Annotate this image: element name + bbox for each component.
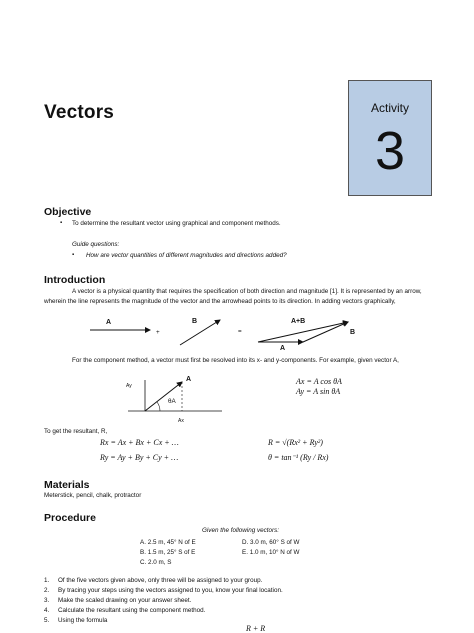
guide-question: How are vector quantities of different magnitudes and directions added? xyxy=(86,252,287,259)
vector-a-resolved-arrow xyxy=(145,382,182,411)
materials-text: Meterstick, pencil, chalk, protractor xyxy=(44,492,142,499)
label-equals: = xyxy=(238,328,242,335)
resultant-line: To get the resultant, R, xyxy=(44,428,108,435)
label-a-plus-b: A+B xyxy=(291,318,306,325)
activity-label: Activity xyxy=(370,101,409,115)
comp-label-ay: Ay xyxy=(126,383,132,389)
intro-line-1: A vector is a physical quantity that requires the specification of both direction and magnitude [1]. It is represented by an arrow, xyxy=(72,288,422,295)
component-line: For the component method, a vector must first be resolved into its x- and y-components. For example, given vector A, xyxy=(72,357,399,364)
bullet-icon: ▪ xyxy=(60,220,63,226)
step-text: Calculate the resultant using the component method. xyxy=(58,607,206,614)
activity-number: 3 xyxy=(374,121,406,181)
vector-list-item: A. 2.5 m, 45° N of E xyxy=(140,539,196,546)
label-b2: B xyxy=(350,329,356,336)
comp-label-theta: θA xyxy=(168,398,176,405)
page-title: Vectors xyxy=(44,102,115,123)
introduction-heading: Introduction xyxy=(44,274,106,286)
label-b: B xyxy=(192,318,198,325)
comp-label-ax: Ax xyxy=(178,418,184,424)
label-a: A xyxy=(106,319,112,326)
r-magnitude-equation: R = √(Rx² + Ry²) xyxy=(268,438,323,447)
comp-label-a: A xyxy=(186,376,192,383)
guide-label: Guide questions: xyxy=(72,241,120,248)
vector-list-item: E. 1.0 m, 10° N of W xyxy=(242,549,300,556)
objective-text: To determine the resultant vector using graphical and component methods. xyxy=(72,220,281,227)
step-number: 1. xyxy=(44,577,50,584)
step-number: 3. xyxy=(44,597,50,604)
ry-equation: Ry = Ay + By + Cy + … xyxy=(100,453,179,462)
bullet-icon: ▪ xyxy=(72,252,75,258)
r-angle-equation: θ = tan⁻¹ (Ry / Rx) xyxy=(268,453,329,462)
step-number: 5. xyxy=(44,617,50,624)
materials-heading: Materials xyxy=(44,479,90,491)
vector-list-item: C. 2.0 m, S xyxy=(140,559,172,566)
label-plus: + xyxy=(156,329,160,336)
label-a2: A xyxy=(280,345,286,352)
step-text: Make the scaled drawing on your answer sheet. xyxy=(58,597,192,604)
procedure-heading: Procedure xyxy=(44,512,96,524)
vector-list-item: B. 1.5 m, 25° S of E xyxy=(140,549,196,556)
step-text: Using the formula xyxy=(58,617,108,624)
procedure-given: Given the following vectors: xyxy=(202,527,279,534)
step-number: 4. xyxy=(44,607,50,614)
ay-equation: Ay = A sin θA xyxy=(296,387,341,396)
vector-list-item: D. 3.0 m, 60° S of W xyxy=(242,539,300,546)
formula-tail: R + R xyxy=(246,624,266,633)
rx-equation: Rx = Ax + Bx + Cx + … xyxy=(100,438,179,447)
step-number: 2. xyxy=(44,587,50,594)
objective-heading: Objective xyxy=(44,206,92,218)
step-text: By tracing your steps using the vectors assigned to you, know your final location. xyxy=(58,587,283,594)
step-text: Of the five vectors given above, only three will be assigned to your group. xyxy=(58,577,263,584)
ax-equation: Ax = A cos θA xyxy=(296,377,342,386)
intro-line-2: wherein the line represents the magnitude of the vector and the arrowhead points to its direction. In adding vectors graphically, xyxy=(44,298,396,305)
